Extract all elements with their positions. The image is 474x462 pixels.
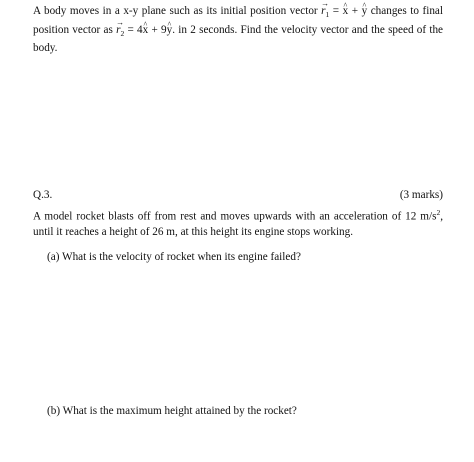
- y-unit-vector-2: ^ y: [167, 23, 173, 39]
- question-number: Q.3.: [33, 189, 53, 201]
- problem-intro-paragraph: [33, 4, 443, 57]
- intro-text-d: changes to final position vector as: [33, 5, 443, 36]
- stem-text-a: A model rocket blasts off from rest and moves upwards with an acceleration of 12 m/s: [33, 210, 437, 223]
- r2-subscript: 2: [120, 28, 125, 38]
- x-unit-vector-2: ^ x: [143, 23, 149, 39]
- question-part-a: (a) What is the velocity of rocket when its engine failed?: [47, 251, 301, 263]
- question-part-b: (b) What is the maximum height attained by the rocket?: [47, 405, 297, 417]
- stem-text-b: , until it reaches a height of 26 m, at this height its engine stops working.: [33, 210, 443, 239]
- r2-vector-symbol: → r: [116, 23, 120, 39]
- r1-vector-symbol: → r: [321, 4, 325, 20]
- question-marks: (3 marks): [399, 189, 443, 201]
- stem-superscript: 2: [436, 208, 441, 217]
- intro-text-b: =: [329, 5, 343, 17]
- intro-text-f: + 9: [148, 23, 167, 36]
- intro-text-a: A body moves in a x-y plane such as its initial position vector: [33, 5, 322, 17]
- r1-subscript: 1: [325, 10, 330, 20]
- question-stem: [33, 205, 443, 241]
- intro-text-e: = 4: [124, 23, 143, 36]
- intro-text-c: +: [348, 5, 362, 17]
- question-header: [33, 188, 443, 202]
- intro-text-g: . in 2 seconds. Find the velocity vector and the speed of the body.: [33, 23, 444, 55]
- x-unit-vector: ^ x: [343, 4, 349, 20]
- y-unit-vector: ^ y: [362, 4, 368, 20]
